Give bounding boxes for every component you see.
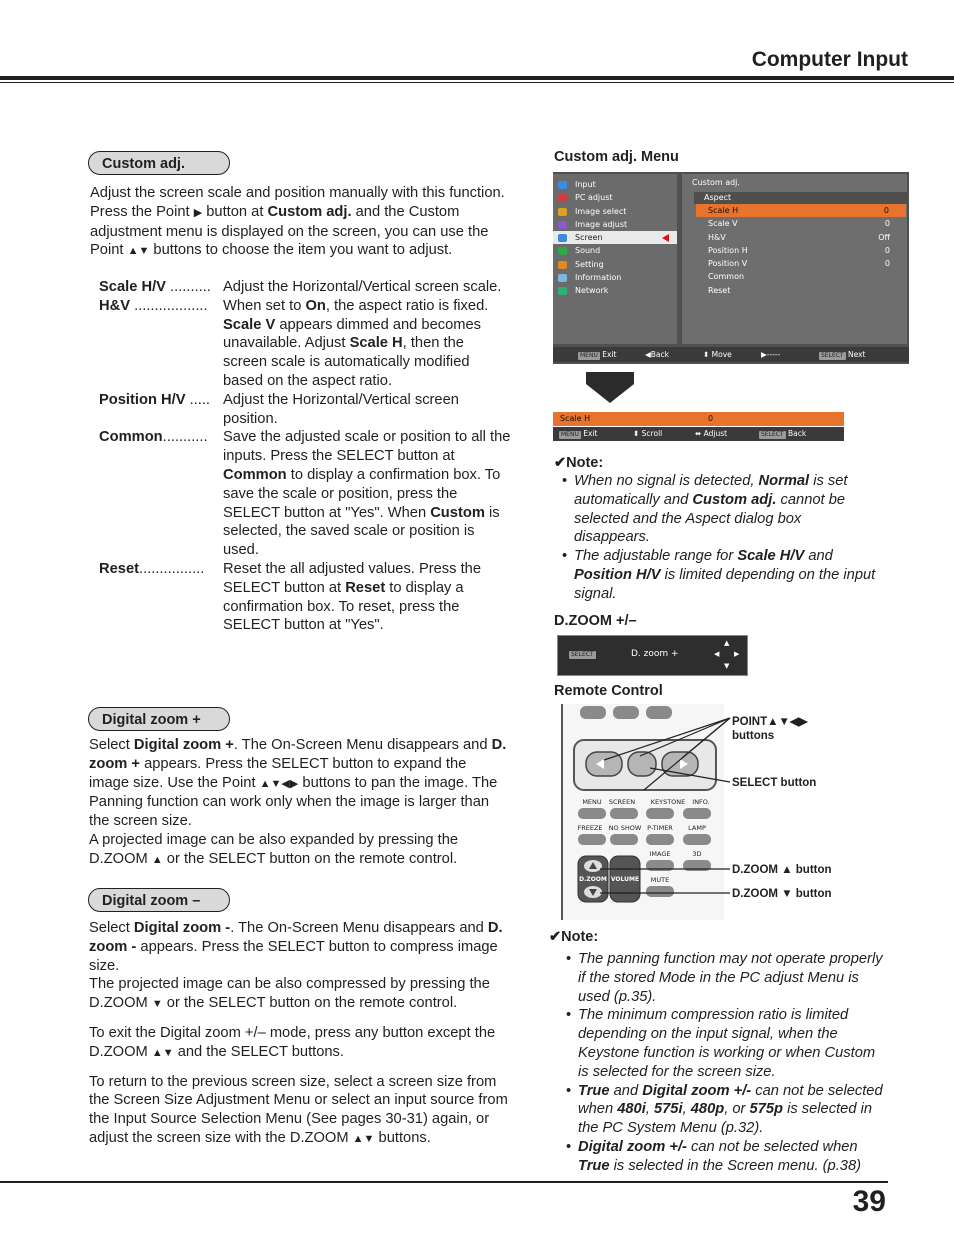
text-bold: Digital zoom - <box>133 920 231 936</box>
scale-bar-value: 0 <box>708 414 714 423</box>
menu-item-icon <box>558 247 567 255</box>
note2-list <box>562 950 884 1176</box>
osd-custom-adj-item[interactable] <box>682 217 907 230</box>
text-bold: Common <box>223 466 287 483</box>
selected-arrow-icon <box>662 234 669 242</box>
arrow-left-icon: ◀ <box>714 650 720 658</box>
text-bold: 575i <box>653 1101 683 1118</box>
dzp-p2 <box>89 831 509 870</box>
osd-item-label: Reset <box>708 285 731 295</box>
osd-menu-item-label: Image adjust <box>575 219 628 229</box>
menu-item-icon <box>558 194 567 202</box>
item-reset <box>99 560 511 635</box>
triangle-right-icon: ▶ <box>193 206 203 219</box>
item-position-hv <box>99 391 511 429</box>
osd-menu-item[interactable] <box>553 258 677 271</box>
osd-menu-item-label: Setting <box>575 259 604 269</box>
leader-dots: ..... <box>189 391 210 408</box>
text-bold: Digital zoom + <box>133 737 234 753</box>
note2-bullet-1: • The panning function may not operate properly if the stored Mode in the PC adjust Menu is used (p.35). <box>562 950 884 1006</box>
leader-dots: ................ <box>139 560 205 577</box>
item-desc <box>223 428 511 560</box>
key-label-ptimer: P-TIMER <box>647 824 673 832</box>
text-span: The adjustable range for <box>574 548 738 565</box>
osd-menu-item-label: Image select <box>575 206 627 216</box>
callout-point-line1: POINT▲▼◀▶ <box>732 716 808 728</box>
osd-custom-adj-menu <box>682 174 907 344</box>
term-name: Reset <box>99 560 140 577</box>
osd-menu-item[interactable] <box>553 271 677 284</box>
note2-bullet-2: • The minimum compression ratio is limited depending on the input signal, when the Keystone function is working or when Custom is selected for the screen size. <box>562 1006 884 1081</box>
custom-adj-items <box>99 278 511 635</box>
bar-exit: Exit <box>602 350 617 359</box>
osd-menu-item[interactable] <box>553 244 677 257</box>
note1-bullet-1 <box>558 472 878 547</box>
osd-custom-adj-item[interactable] <box>682 244 907 257</box>
osd-item-label: Scale H <box>708 206 739 215</box>
digital-zoom-plus-heading: Digital zoom + <box>88 707 230 731</box>
osd-item-label: Position H <box>708 245 748 255</box>
item-scale-hv <box>99 278 511 297</box>
menu-item-icon <box>558 234 567 242</box>
arrow-down-icon: ▼ <box>724 662 730 670</box>
text-span: cannot be selected and the Aspect dialog box disappears. <box>574 491 846 546</box>
menu-item-icon <box>558 181 567 189</box>
text-span: Reset the all adjusted values. Press the SELECT button at <box>223 560 481 596</box>
dzm-p2 <box>89 975 513 1014</box>
key-label-noshow: NO SHOW <box>608 824 642 832</box>
triangle-down-icon: ▼ <box>151 998 163 1011</box>
osd-aspect-row: Aspect <box>694 192 907 204</box>
item-desc: Adjust the Horizontal/Vertical screen scale. <box>223 279 502 295</box>
text-span: is selected in the Screen menu. (p.38) <box>609 1157 862 1174</box>
item-term <box>99 428 221 447</box>
key-label-volume: VOLUME <box>610 876 640 883</box>
osd-custom-adj-item[interactable] <box>682 257 907 270</box>
note1-title: ✔Note: <box>554 455 604 471</box>
text-span: is selected in the PC System Menu (p.32). <box>578 1101 873 1137</box>
osd-item-value: 0 <box>883 206 889 215</box>
text-bold: Normal <box>758 473 810 489</box>
note1-list <box>558 472 878 604</box>
dzoom-label: D.ZOOM +/– <box>554 613 637 629</box>
text-span: Select <box>89 920 134 936</box>
text-span: appears. Press the SELECT button to compress image size. <box>89 938 498 974</box>
osd-item-label: Scale V <box>708 219 738 229</box>
text-bold: Custom adj. <box>692 491 777 508</box>
term-name: Common <box>99 429 163 446</box>
text-span: or the SELECT button on the remote control. <box>162 850 458 867</box>
osd-item-value: Off <box>878 232 890 242</box>
text-span: button at <box>202 203 268 220</box>
select-key-icon: SELECT <box>821 352 844 359</box>
text-bold: Scale H <box>349 335 403 352</box>
osd-custom-adj-item[interactable] <box>682 284 907 297</box>
osd-menu-item-label: PC adjust <box>575 193 613 203</box>
page-header-title: Computer Input <box>751 48 908 71</box>
leader-dots: ........... <box>162 429 208 446</box>
header-rule <box>0 76 954 80</box>
custom-adj-intro <box>90 184 510 261</box>
text-bold: D. zoom + <box>89 737 507 772</box>
text-span: When set to <box>223 297 306 314</box>
osd-status-bar: MENU Exit ◀Back ⬍ Move ▶----- SELECT Next <box>553 347 909 362</box>
text-span: appears. Press the SELECT button to expand the image size. Use the Point <box>89 755 467 791</box>
digital-zoom-minus-text <box>89 919 513 1149</box>
term-name: Scale H/V <box>99 279 166 295</box>
text-span: A projected image can be also expanded by pressing the D.ZOOM <box>89 831 459 867</box>
text-bold: Custom adj. <box>267 203 352 220</box>
text-bold: Scale V <box>223 316 276 333</box>
osd-item-value: 0 <box>884 245 890 255</box>
text-bold: 480p <box>690 1101 725 1118</box>
arrow-right-icon: ▶ <box>734 650 740 658</box>
custom-adj-p1: Adjust the screen scale and position manually with this function. <box>90 185 505 201</box>
note2-bullet-4 <box>562 1138 884 1176</box>
dzoom-text: D. zoom + <box>631 649 679 659</box>
key-label-3d: 3D <box>692 850 702 858</box>
item-term <box>99 278 221 297</box>
text-span: is selected, the saved scale or position is used. <box>223 504 500 559</box>
leader-dots: .......... <box>170 279 211 295</box>
text-span: Select <box>89 737 134 753</box>
triangle-updown-icon: ▲▼ <box>352 1132 375 1145</box>
key-label-mute: MUTE <box>650 876 670 884</box>
page-number: 39 <box>852 1185 886 1218</box>
key-label-screen: SCREEN <box>608 798 636 806</box>
callout-lines <box>600 712 740 897</box>
bar-back: Back <box>650 350 669 359</box>
note2-title: ✔Note: <box>549 929 599 945</box>
menu-key-icon: MENU <box>580 352 598 359</box>
osd-menu-item[interactable] <box>553 218 677 231</box>
text-span: , or <box>724 1101 750 1118</box>
osd-menu-item[interactable] <box>553 191 677 204</box>
term-name: H&V <box>99 297 131 314</box>
text-span: , the aspect ratio is fixed. <box>325 297 489 314</box>
text-bold: 575p <box>749 1101 784 1118</box>
text-span: Save the adjusted scale or position to all the inputs. Press the SELECT button at <box>223 429 511 465</box>
text-bold: On <box>305 297 326 314</box>
digital-zoom-minus-heading: Digital zoom – <box>88 888 230 912</box>
osd-menu-item-label: Input <box>575 180 596 189</box>
text-bold: Scale H/V <box>737 548 805 565</box>
text-span: can not be selected when <box>686 1138 858 1155</box>
text-span: To return to the previous screen size, select a screen size from the Screen Size Adjustment Menu or select an input source from the Input Source Selection Menu (See pages 30-31) again, or adjust the screen size with the D.ZOOM <box>89 1073 508 1146</box>
scale-bar-label: Scale H <box>560 414 591 423</box>
key-label-menu: MENU <box>582 798 602 806</box>
item-term <box>99 391 221 410</box>
text-bold: D. zoom - <box>89 920 503 955</box>
text-bold: True <box>578 1082 610 1099</box>
bar-dash: ----- <box>766 350 781 359</box>
callout-dzoom-up: D.ZOOM ▲ button <box>732 864 832 876</box>
term-name: Position H/V <box>99 391 186 408</box>
text-bold: True <box>578 1157 610 1174</box>
text-span: to display a confirmation box. To reset, press the SELECT button at "Yes". <box>223 579 464 634</box>
menu-item-icon <box>558 221 567 229</box>
digital-zoom-plus-text <box>89 736 509 870</box>
text-span: buttons. <box>374 1129 431 1146</box>
text-span: . The On-Screen Menu disappears and <box>230 920 488 936</box>
key-label-freeze: FREEZE <box>577 824 603 832</box>
text-span: , <box>645 1101 654 1118</box>
osd-item-value: 0 <box>884 219 890 229</box>
osd-menu-item-label: Sound <box>575 246 601 256</box>
arrow-up-icon: ▲ <box>724 639 730 647</box>
osd-right-header: Custom adj. <box>692 178 740 187</box>
text-span: to display a confirmation box. To save the scale or position, press the SELECT button at "Yes". When <box>223 466 501 521</box>
bar-exit: Exit <box>583 429 598 438</box>
text-bold: Custom <box>430 504 485 521</box>
triangle-updown-icon: ▲▼ <box>151 1046 174 1059</box>
dzm-return <box>89 1073 513 1149</box>
header-rule-thin <box>0 82 954 83</box>
callout-point-buttons <box>732 715 808 743</box>
text-span: Press the Point <box>90 203 194 220</box>
text-bold: Digital zoom +/- <box>578 1138 687 1155</box>
osd-item-value: 0 <box>884 259 890 269</box>
dzp-p1 <box>89 736 509 831</box>
dzm-exit <box>89 1024 513 1063</box>
callout-dzoom-down: D.ZOOM ▼ button <box>732 888 832 900</box>
callout-point-line2: buttons <box>732 730 775 742</box>
bar-scroll: Scroll <box>641 429 663 438</box>
text-span: can not be selected when <box>578 1082 883 1118</box>
osd-item-label: H&V <box>708 232 726 242</box>
item-desc <box>223 297 511 391</box>
osd-custom-adj-item[interactable] <box>696 204 906 217</box>
item-common <box>99 428 511 560</box>
footer-rule <box>0 1181 888 1183</box>
key-label-lamp: LAMP <box>688 824 706 832</box>
bar-adjust: Adjust <box>703 429 728 438</box>
text-span: buttons to pan the image. The Panning function can work only when the image is larger than the screen size. <box>89 774 498 830</box>
text-span: and <box>804 548 833 565</box>
custom-adj-menu-label: Custom adj. Menu <box>554 149 679 165</box>
key-label-keystone: KEYSTONE <box>650 798 686 806</box>
bar-move: Move <box>711 350 732 359</box>
text-span: or the SELECT button on the remote control. <box>162 995 458 1012</box>
custom-adj-heading: Custom adj. <box>88 151 230 175</box>
osd-menu-item[interactable] <box>553 231 677 244</box>
key-label-info: INFO. <box>692 798 710 806</box>
text-span: and the Custom adjustment menu is displayed on the screen, you can use the Point <box>90 203 489 259</box>
leader-dots: .................. <box>134 297 208 314</box>
osd-menu-item-label: Network <box>575 286 609 296</box>
text-span: is set automatically and <box>574 473 848 508</box>
bar-back: Back <box>787 429 807 438</box>
callout-select-button: SELECT button <box>732 777 817 789</box>
triangle-arrows-icon: ▲▼◀▶ <box>259 777 299 790</box>
triangle-up-icon: ▲ <box>151 853 163 866</box>
text-span: , then the screen scale is automatically modified based on the aspect ratio. <box>223 335 470 389</box>
menu-item-icon <box>558 287 567 295</box>
text-span: and <box>609 1082 643 1099</box>
item-term <box>99 560 221 579</box>
text-span: . The On-Screen Menu disappears and <box>233 737 492 753</box>
note2-bullet-3 <box>562 1082 884 1138</box>
text-bold: 480i <box>617 1101 646 1118</box>
osd-menu-item[interactable] <box>553 205 677 218</box>
text-span: When no signal is detected, <box>574 473 759 489</box>
remote-control-label: Remote Control <box>554 683 663 699</box>
text-span: buttons to choose the item you want to adjust. <box>149 242 453 259</box>
select-key-icon: SELECT <box>571 651 594 658</box>
text-span: To exit the Digital zoom +/– mode, press any button except the D.ZOOM <box>89 1024 496 1060</box>
osd-main-menu <box>553 174 677 344</box>
down-arrow-icon <box>582 372 638 404</box>
osd-menu-item[interactable] <box>553 284 677 297</box>
text-span: and the SELECT buttons. <box>173 1043 344 1060</box>
menu-item-icon <box>558 274 567 282</box>
item-h-and-v <box>99 297 511 391</box>
osd-menu-item[interactable] <box>553 178 677 191</box>
osd-custom-adj-item[interactable] <box>682 231 907 244</box>
select-key-icon: SELECT <box>761 431 784 438</box>
osd-item-label: Position V <box>708 259 748 269</box>
osd-custom-adj-item[interactable] <box>682 270 907 283</box>
text-span: appears dimmed and becomes unavailable. Adjust <box>223 316 482 352</box>
key-label-dzoom: D.ZOOM <box>579 876 607 883</box>
menu-key-icon: MENU <box>561 431 579 438</box>
item-desc: Adjust the Horizontal/Vertical screen position. <box>223 391 459 427</box>
text-span: The projected image can be also compressed by pressing the D.ZOOM <box>89 976 490 1012</box>
triangle-updown-icon: ▲▼ <box>127 245 150 258</box>
text-bold: Digital zoom +/- <box>642 1082 752 1099</box>
key-label-image: IMAGE <box>649 850 671 858</box>
dzm-p1 <box>89 919 513 975</box>
text-span: is limited depending on the input signal. <box>574 566 876 602</box>
text-bold: Position H/V <box>574 566 661 583</box>
osd-item-label: Common <box>708 272 745 282</box>
dzoom-osd <box>557 635 748 676</box>
text-span: , <box>682 1101 691 1118</box>
menu-item-icon <box>558 261 567 269</box>
text-bold: Reset <box>345 579 386 596</box>
item-desc <box>223 560 511 635</box>
scale-h-adjust-bar <box>553 412 844 426</box>
osd-menu-item-label: Screen <box>575 233 603 243</box>
scale-status-bar: MENU Exit ⬍ Scroll ⬌ Adjust SELECT Back <box>553 427 844 441</box>
osd-menu-item-label: Information <box>575 273 622 283</box>
custom-adj-p2 <box>90 203 510 261</box>
bar-next: Next <box>847 350 866 359</box>
menu-item-icon <box>558 208 567 216</box>
item-term <box>99 297 221 316</box>
note1-bullet-2 <box>558 547 878 603</box>
